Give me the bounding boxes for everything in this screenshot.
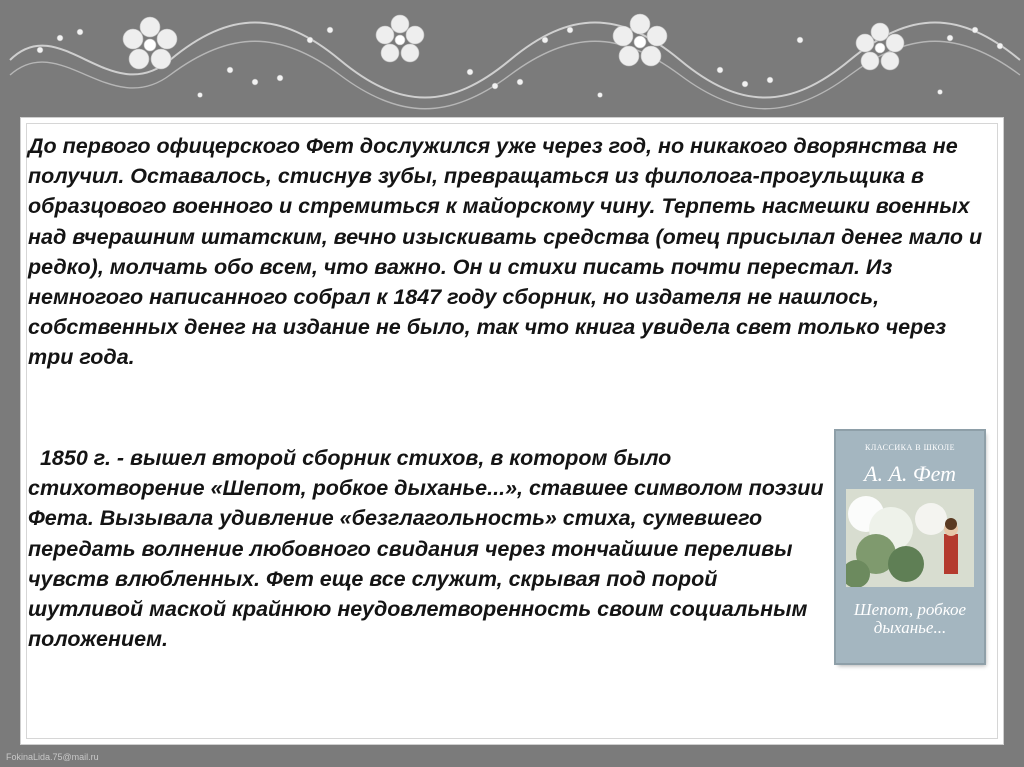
book-series-label: КЛАССИКА В ШКОЛЕ	[865, 443, 955, 452]
text-paragraph-1: До первого офицерского Фет дослужился уже через год, но никакого дворянства не получил. Оставалось, стиснув зубы, превращаться из филолога-прогульщика в образцового военного и стремиться к майорскому чину. Терпеть насмешки военных над вчерашним штатским, вечно изыскивать средства (отец присылал денег мало и редко), молчать обо всем, что важно. Он и стихи писать почти перестал. Из немногого написанного собрал к 1847 году сборник, но издателя не нашлось, собственных денег на издание не было, так что книга увидела свет только через три года.	[28, 134, 983, 370]
book-cover-image	[836, 431, 984, 663]
content-panel	[20, 117, 1004, 745]
book-title-label: Шепот, робкое дыханье...	[853, 600, 967, 637]
author-email-credit: FokinaLida.75@mail.ru	[6, 752, 99, 762]
book-author-label: А. А. Фет	[864, 461, 956, 486]
text-paragraph-2: 1850 г. - вышел второй сборник стихов, в котором было стихотворение «Шепот, робкое дыханье...», ставшее символом поэзии Фета. Вызывала удивление «безглагольность» стиха, сумевшего передать волнение любовного свидания через тончайшие переливы чувств влюбленных. Фет еще все служит, скрывая под порой шутливой маской крайнюю неудовлетворенность своим социальным положением.	[28, 446, 830, 652]
book-cover-illustration	[846, 489, 974, 587]
pearl-ornament-border	[0, 0, 1024, 120]
